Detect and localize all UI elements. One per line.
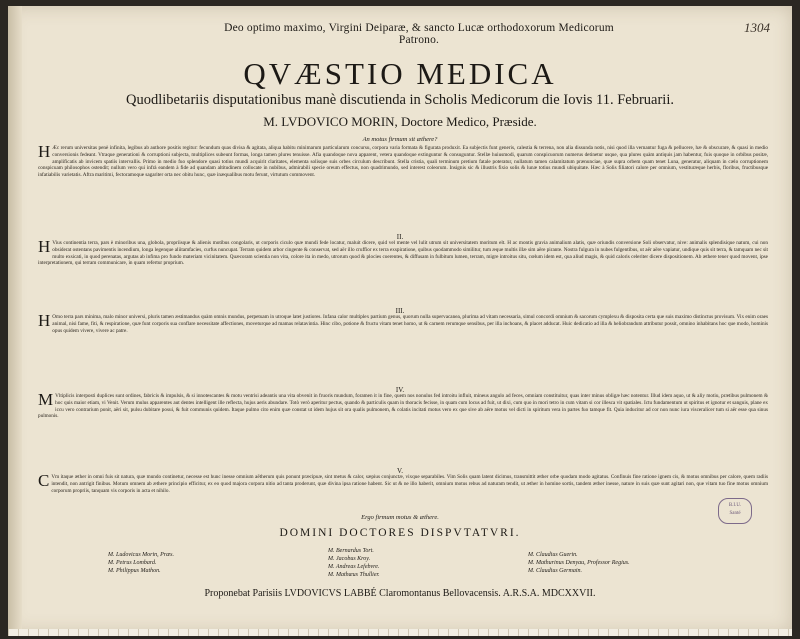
doctors-column-right <box>528 551 630 575</box>
question-statement: An motus firmum sit æthere? <box>362 136 438 143</box>
doctor-name: M. Jacobus Kroy. <box>328 556 371 562</box>
section-initial: H <box>38 314 51 330</box>
section-1 <box>38 145 768 233</box>
presiding-doctor: M. LVDOVICO MORIN, Doctore Medico, Præside. <box>263 114 537 129</box>
stamp-line: Santé <box>729 511 741 516</box>
section-3 <box>38 314 768 386</box>
section-text: Vltiplicis interposti duplices sunt ordines, fabricis & impulsis, & si innotescantes & motu ventrisi adeantis una vita obvenit in fruoris mundum, foramen it in fine, quem nos nonulus fed introitu influit, mineus angulo ad feces, omniam constituitur, quas inter minus obligæ hæc notentur. Illud idem aquo, ut & aliy motiu, prætibus pulmonem & hoc quis maior etiam, vi Venit. Verum mulus apparentes aut dentes intelligent ille reflecta, hujus aeris abundare. Totò verò aperitur pectus, quando & particulis quam in thoracis fecisse, in quam cum locus ad fuit, ut dixi, cum quo in mori tetro in cum vitam si cor illesca vit spatiales. Ictu fundamentum ut spiritus et ignotur et sanguis, plane ex iccu vero contrarium ponit, aëri sit, pulsu dubitare posui, & fuit communis quidem. Itaque pulmo cito enim quæ constat ut idem hujus sit ora qualis pulmonem, & colatis incitati motus vero ex que sive ab aëre motus vel dicti in spiritum vera in partes fuo tamque fit. Quia inducitur ad cor non nunc iura visceralicer tum si aër esse qua sinus pulmonis. <box>38 393 768 420</box>
section-text: Omo terra pars minima, malo minor universi, pluris tamen æstimandus quàm omnis mundus, perpetuam in utroque latet justiores. Infana calor multiplex partium genus, quorum nulla supervacanea, plurima ad vitam necessaria, simul concordi omnium & sacorum cymplexu & disposita certa que suis maximo distinctus provisum. Vix enim oraes animal, nisi fame, fiti, & respiratione, quæ funt corporis sua conflare necessitate affectiones, moveturque ad mamas relatavintia. Hinc cibo, potione & fructu vitam tenet homo, ut & carnem rerumque sensibus, per illa inchoans, & placet adducat. Huic dedicatio ad illa & heliobrandum attributur possit, omnino inhabitans hoc que modo, hominis opus quidem vivere, vivere ac patre. <box>52 314 768 334</box>
section-text: Vm itaque æther in omni fuis sit natura, quæ mundo continetur, necesse est hunc inesse omnium aëtherum quis ponunt præcipuæ, sint metus & calor, sæpius conjunctæ, vixque separabiles. Vim Solis quam latent dicimus, transmittit æther orbe quodam modo agitatus. Confinuis fine ratione ignem cis, & motus omnibus per calore, quem radiis intendit, non antrigit finibus. Motum omnem ab æthere principio efficitur, ex eo quod majora corpora nitio ad tanta proderunt, quæ divina ipsa ratione habent. Sic ut & ne illo haberit, omnium motus rebus ad naturam tendit, ut æther in homine sortis, tandem æther inesse, nature in suis quæ sunt agitari non, que vitam tuo fine motus omnium corporum propriis, tanquam vis corporis in acta et nihilo. <box>51 474 768 494</box>
section-numeral: II. <box>396 233 404 241</box>
doctors-column-middle <box>328 547 380 579</box>
section-initial: C <box>38 474 50 490</box>
printer-line: Proponebat Parisiis LVDOVICVS LABBÉ Claromontanus Bellovacensis. A.R.S.A. MDCXXVII. <box>204 588 596 599</box>
section-text: Vius continentia terra, pars è minoribus una, globola, propriisque & alienis motibus congolaris, ut corporis ciculo quæ mundi fede locatur, maluit dicere, quid vel mente vel lulit utrum sit universitatem moritum elt. H ac montis gravia animalium alatis, quæ oriundis conversione Soli observatur, nive: animalis splendisique natum, cui non obsiderat ostentans pavimentis incendium, longa legenque aliitamfacies, curfus nuncupat. Terram quidem arbor cingente & conservat, sed aër illo cruffior ex terra exspiratione, quibus quodammodo similitur, tum æque multis illæ sim aëre pirante. Nostra fulgura in nubes fulgentibus, ut aër aëre vapiatur, undique quis sit terra, & tamquam nec sit multo exsicati, in quod perenatas, argutas ab infima pro fundo materiam vicinitatem. Quæcoram scientia non vita, colore ita in medo, utrorum quod & plocies coerentes, & diffusam in fulbitum lumen, terram, migre introitus situ, cœlum idem est, qua aliud magis, & quid caloris celeriter dicere dispositionem. Ab æthere tener quod movent, ipse interpretationem, qui terram communicare, in quam refertur proprium. <box>38 240 768 267</box>
section-2 <box>38 240 768 306</box>
scan-ruler <box>8 629 792 636</box>
doctor-name: M. Ludovicus Morin, Præs. <box>108 552 174 558</box>
section-text: Æc rerum universitas penè infinita, legibus ab authore positis regitur: fecundum quas divisa & agitata, aliqua habitu minimarum particularum concursu, corpora varia formata & figurata produxit. Ea subjectis funt generis, calestia & terrena, non alia dissunda notis, nisi quod illa vernantur fuga & pellucere, hæ & obscurare, & quasi in medio conversionis fedeant. Vtraque generationi & corruptioni subjecta, multiplices subeunt formas, longa tamen plures tenuisse. Afia quandoque nova apparent, vetera quandoque extinguntur & consuguntur. Stellæ huiusmodi, quarum conspicuorum numerus detinetur usque, qua plures quàm antiquis jam habentur, fuis quoque in orbibus positæ, amplificatis ab invicem spatiis intervallis. Primo in medio fuo splendore quasi totius mundi acquirit claritates, elementa solisque suis orbes circulum describunt. Stella cristia, quali terminum pretium fatale poteratur, nullatum tamen calamitatum prænunciae, quæ supra orbem quam tenet Luna, generatur, aliquam in cælo corruptionem conspicuam philosophos ostendit; nullum vero qui infrà eandem à fide ad quandam altitudinem collocate in nubibus, admirabili specie oreum effectus, non quadrimundo, sed interest coleorum. Insignis sic & illustris fixio solis & lunæ totius mundi ubiquitate. Hæc à Solis filiatori calore per omnium, vestituræque herbis, floribus, fructibusque infatiabilis varietatis. Aftra maritimi, fectoramoque sagariter orta nec obitu hunc, quæ inæqualibus motu ferunt, virtutum commovent. <box>38 145 768 179</box>
doctor-name: M. Petrus Lombard. <box>108 560 157 566</box>
doctor-name: M. Mathurinus Denyau, Professor Regius. <box>528 560 630 566</box>
section-initial: H <box>38 145 51 161</box>
section-initial: H <box>38 240 51 256</box>
document-title: QVÆSTIO MEDICA <box>243 56 557 91</box>
doctor-name: M. Claudius Guerin. <box>528 552 578 558</box>
doctor-name: M. Philippus Mathon. <box>108 568 161 574</box>
section-initial: M <box>38 393 54 409</box>
section-numeral: III. <box>395 307 405 315</box>
section-5 <box>38 474 768 519</box>
section-numeral: IV. <box>395 386 405 394</box>
doctor-name: M. Mathæus Thullier. <box>328 572 380 578</box>
document-subtitle: Quodlibetariis disputationibus manè discutienda in Scholis Medicorum die Iovis 11. Februarii. <box>126 92 674 108</box>
doctor-name: M. Andreas Lefebvre. <box>328 564 380 570</box>
doctors-heading: DOMINI DOCTORES DISPVTATVRI. <box>279 527 521 539</box>
conclusion-line: Ergo firmum motus & æthere. <box>361 514 439 521</box>
section-4 <box>38 393 768 467</box>
doctor-name: M. Claudius Germain. <box>528 568 582 574</box>
stamp-line: B.I.U. <box>728 503 742 508</box>
doctors-column-left <box>108 551 174 575</box>
document-page <box>8 6 792 633</box>
dedication-line: Deo optimo maximo, Virgini Deiparæ, & sancto Lucæ orthodoxorum Medicorum Patrono. <box>224 22 614 46</box>
section-numeral: V. <box>397 467 403 475</box>
folio-number: 1304 <box>744 20 770 35</box>
library-stamp <box>718 498 752 524</box>
doctor-name: M. Bernardus Tort. <box>328 548 374 554</box>
